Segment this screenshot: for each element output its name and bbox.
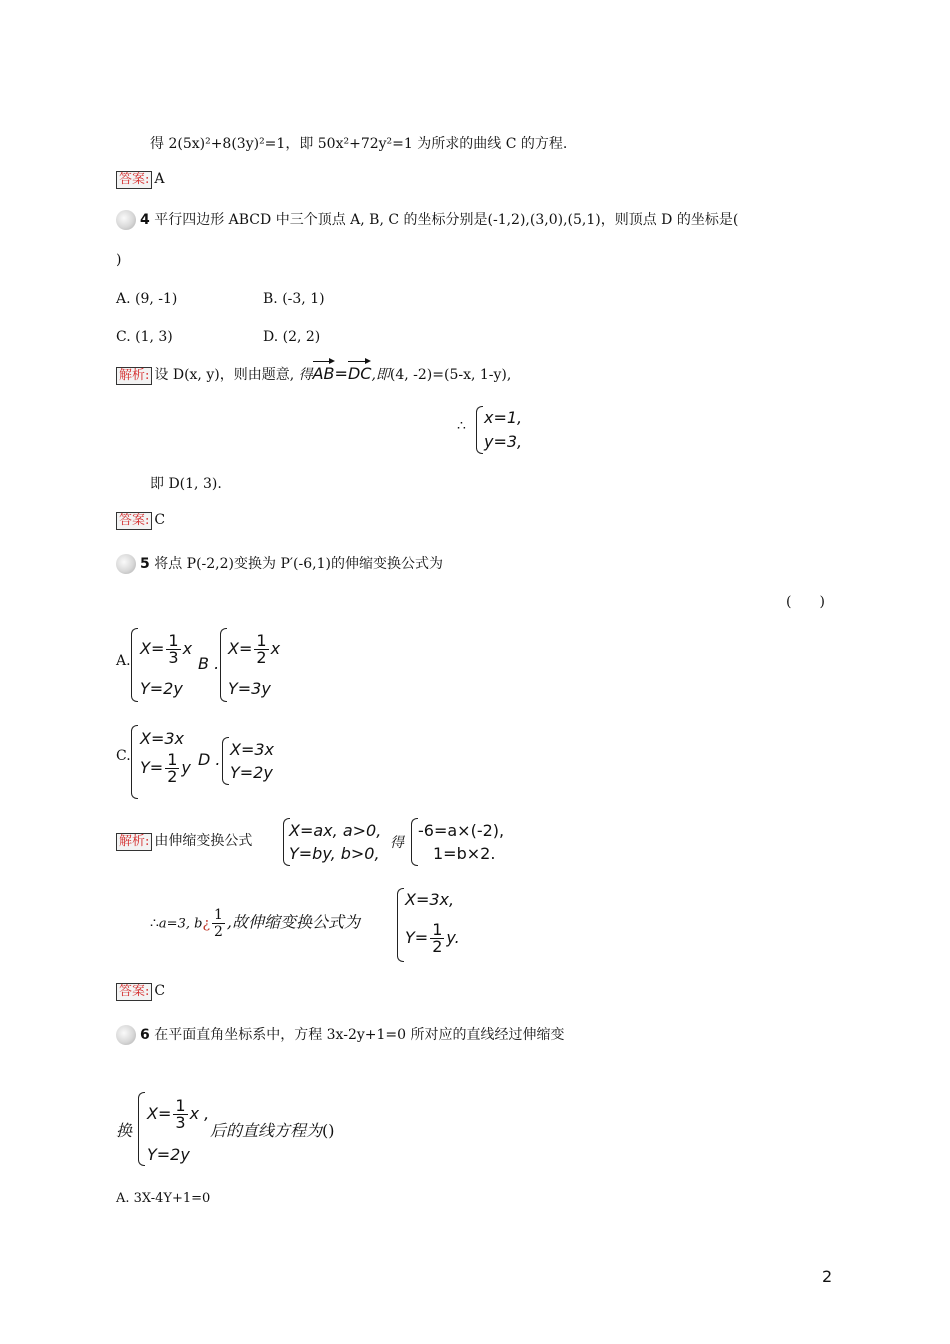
denominator: 2: [256, 648, 267, 667]
question-6-stem: [116, 1024, 564, 1045]
option-d: D. (2, 2): [263, 329, 321, 345]
question-4-stem-cont: ): [116, 252, 122, 268]
denominator: 2: [167, 767, 178, 786]
therefore-symbol: ∴: [457, 418, 466, 434]
denominator: 3: [175, 1113, 186, 1132]
answer-paren: ( ): [786, 594, 825, 610]
option-b-label: B .: [198, 654, 220, 673]
question-bullet-icon: [116, 554, 136, 574]
brace: [397, 888, 404, 962]
garbled-char: ¿: [202, 915, 210, 932]
de-text: 得: [390, 835, 404, 851]
denominator: 2: [432, 937, 443, 956]
answer-value: A: [154, 171, 165, 187]
equals-sign: =: [334, 364, 348, 383]
conclusion-q4: 即 D(1, 3).: [150, 476, 222, 492]
analysis-row-q4: [116, 364, 511, 385]
option-a-eq2: Y=2y: [140, 679, 183, 698]
huan-text: 换: [116, 1121, 133, 1140]
question-text: 在平面直角坐标系中，方程 3x-2y+1=0 所对应的直线经过伸缩变: [154, 1027, 565, 1043]
answer-paren: (): [322, 1121, 335, 1140]
therefore-text: ,故伸缩变换公式为: [226, 912, 360, 932]
after-text: [210, 1118, 335, 1141]
brace: [222, 737, 229, 785]
brace: [131, 725, 138, 799]
system-line-1: x=1,: [484, 408, 523, 427]
fraction: [173, 1098, 187, 1131]
answer-value: C: [154, 983, 166, 999]
q6-eq2: Y=2y: [147, 1145, 190, 1164]
eq-lhs: Y=: [405, 928, 429, 947]
answer-value: C: [154, 512, 166, 528]
numerator: 1: [256, 631, 267, 650]
fraction: [165, 752, 179, 785]
eq-lhs: X=: [140, 639, 165, 658]
option-a-eq1: [140, 633, 192, 666]
numerator: 1: [168, 631, 179, 650]
question-number: 5: [140, 556, 150, 572]
analysis-tag: 解析:: [116, 833, 152, 851]
final-line-1: X=3x,: [405, 890, 455, 909]
option-c-eq2: [140, 752, 191, 785]
option-b: B. (-3, 1): [263, 291, 325, 307]
system-line-1b: -6=a×(-2),: [418, 821, 505, 840]
system-line-1: X=ax, a>0,: [289, 821, 382, 840]
option-d-eq2: Y=2y: [230, 763, 273, 782]
answer-tag: 答案:: [116, 171, 152, 189]
fraction: [254, 633, 268, 666]
system-line-2b: 1=b×2.: [433, 844, 496, 863]
brace: [411, 818, 418, 866]
question-5-stem: [116, 553, 443, 574]
system-line-2: Y=by, b>0,: [289, 844, 380, 863]
answer-row-q5: [116, 983, 165, 1001]
denominator: 3: [168, 648, 179, 667]
system-line-2: y=3,: [484, 432, 523, 451]
ab-values: a=3, b: [158, 916, 203, 932]
question-number: 4: [140, 212, 150, 228]
fraction: [430, 922, 444, 955]
intro-line: 得 2(5x)²+8(3y)²=1，即 50x²+72y²=1 为所求的曲线 C 的方程.: [150, 136, 568, 152]
eq-var: y.: [446, 928, 460, 947]
fraction: [212, 907, 225, 940]
therefore-line: [150, 907, 360, 940]
question-text: 将点 P(-2,2)变换为 P′(-6,1)的伸缩变换公式为: [154, 556, 443, 572]
question-4-stem: [116, 209, 738, 230]
vector-dc: DC: [347, 364, 372, 383]
numerator: 1: [167, 750, 178, 769]
analysis-tag: 解析:: [116, 367, 152, 385]
eq-lhs: X=: [228, 639, 253, 658]
brace: [220, 628, 227, 702]
eq-var: y: [181, 758, 191, 777]
answer-row-q3: [116, 171, 165, 189]
numerator: 1: [432, 920, 443, 939]
final-line-2: [405, 922, 460, 955]
option-c-label: C.: [116, 748, 131, 764]
brace: [131, 628, 138, 702]
option-a-label: A.: [116, 653, 131, 669]
analysis-text: 由伸缩变换公式: [154, 833, 253, 849]
analysis-de: 得: [298, 367, 313, 383]
question-number: 6: [140, 1027, 150, 1043]
answer-row-q4: [116, 512, 165, 530]
analysis-post: (4, -2)=(5-x, 1-y),: [389, 367, 512, 383]
denominator: 2: [213, 924, 223, 940]
eq-var: x: [182, 639, 193, 658]
question-text: 平行四边形 ABCD 中三个顶点 A, B, C 的坐标分别是(-1,2),(3,0),(5,1)，则顶点 D 的坐标是(: [154, 212, 739, 228]
brace: [138, 1092, 145, 1166]
answer-tag: 答案:: [116, 512, 152, 530]
option-d-eq1: X=3x: [230, 740, 275, 759]
option-d-label: D .: [198, 750, 221, 769]
option-b-eq1: [228, 633, 280, 666]
analysis-text: 设 D(x, y)，则由题意,: [154, 367, 295, 383]
answer-tag: 答案:: [116, 983, 152, 1001]
option-c-eq1: X=3x: [140, 729, 185, 748]
option-c: C. (1, 3): [116, 329, 173, 345]
eq-var: x ,: [189, 1104, 210, 1123]
option-a: A. (9, -1): [116, 291, 178, 307]
fraction: [166, 633, 180, 666]
analysis-row-q5: [116, 830, 252, 851]
page-number: 2: [822, 1267, 833, 1286]
question-bullet-icon: [116, 210, 136, 230]
eq-lhs: X=: [147, 1104, 172, 1123]
numerator: 1: [213, 907, 223, 923]
eq-lhs: Y=: [140, 758, 164, 777]
option-b-eq2: Y=3y: [228, 679, 271, 698]
after-label: 后的直线方程为: [210, 1121, 323, 1140]
therefore-symbol: ∴: [150, 915, 159, 932]
analysis-mid: ,即: [371, 367, 390, 383]
vector-ab: AB: [312, 364, 335, 383]
eq-var: x: [270, 639, 281, 658]
q6-eq1: [147, 1098, 209, 1131]
numerator: 1: [175, 1096, 186, 1115]
option-a: A. 3X-4Y+1=0: [116, 1191, 211, 1206]
question-bullet-icon: [116, 1025, 136, 1045]
brace: [476, 406, 483, 454]
